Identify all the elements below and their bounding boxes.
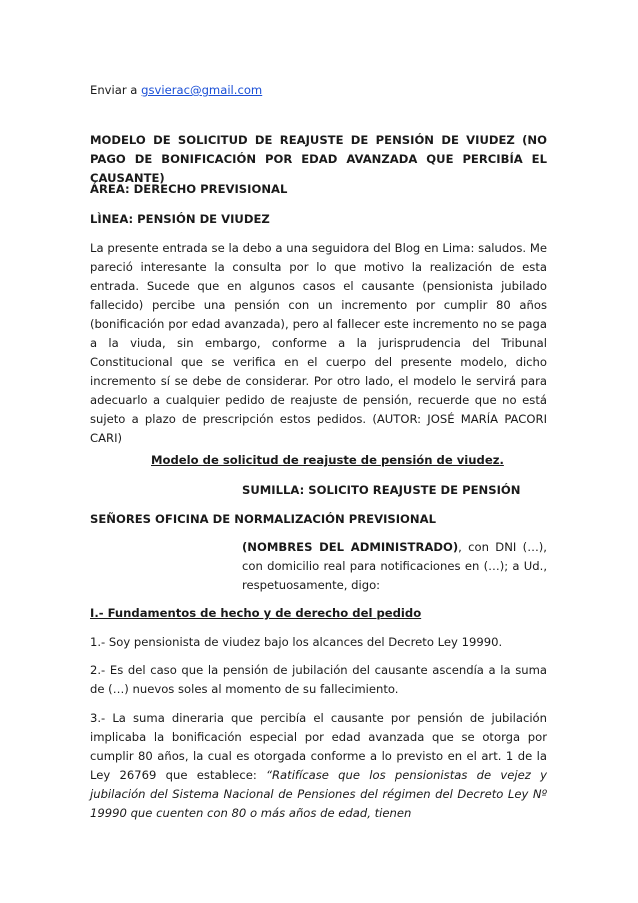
administrado-name: (NOMBRES DEL ADMINISTRADO) — [242, 540, 459, 554]
administrado-rest: , con DNI (…), con domicilio real para notificaciones en (…); a Ud., respetuosamente, digo: — [242, 540, 547, 592]
item3-quote: “Ratifícase que los pensionistas de vejez y jubilación del Sistema Nacional de Pensiones del régimen del Decreto Ley Nº 19990 que cuenten con 80 o más años de edad, tienen — [90, 768, 547, 820]
list-item-3 — [90, 709, 547, 823]
sumilla-line: SUMILLA: SOLICITO REAJUSTE DE PENSIÓN — [242, 483, 521, 497]
list-item-1: 1.- Soy pensionista de viudez bajo los alcances del Decreto Ley 19990. — [90, 635, 503, 649]
email-prefix: Enviar a — [90, 83, 142, 97]
document-title: MODELO DE SOLICITUD DE REAJUSTE DE PENSIÓN DE VIUDEZ (NO PAGO DE BONIFICACIÓN POR EDAD AVANZADA QUE PERCIBÍA EL CAUSANTE) — [90, 133, 547, 185]
model-heading: Modelo de solicitud de reajuste de pensión de viudez. — [151, 453, 504, 467]
section-heading: I.- Fundamentos de hecho y de derecho del pedido — [90, 606, 422, 620]
list-item-2: 2.- Es del caso que la pensión de jubilación del causante ascendía a la suma de (…) nuevos soles al momento de su fallecimiento. — [90, 663, 547, 696]
intro-paragraph: La presente entrada se la debo a una seguidora del Blog en Lima: saludos. Me pareció interesante la consulta por lo que motivo la realización de esta entrada. Sucede que en algunos casos el causante (pensionista jubilado fallecido) percibe una pensión con un incremento por cumplir 80 años (bonificación por edad avanzada), pero al fallecer este incremento no se paga a la viuda, sin embargo, conforme a la jurisprudencia del Tribunal Constitucional que se verifica en el cuerpo del presente modelo, dicho incremento sí se debe de considerar. Por otro lado, el modelo le servirá para adecuarlo a cualquier pedido de reajuste de pensión, recuerde que no está sujeto a plazo de prescripción estos pedidos. (AUTOR: JOSÉ MARÍA PACORI CARI) — [90, 241, 547, 445]
email-line — [90, 81, 547, 100]
linea-line: LÌNEA: PENSIÓN DE VIUDEZ — [90, 212, 270, 226]
area-line: ÁREA: DERECHO PREVISIONAL — [90, 182, 288, 196]
email-link[interactable]: gsvierac@gmail.com — [141, 83, 263, 97]
addressee-line: SEÑORES OFICINA DE NORMALIZACIÓN PREVISIONAL — [90, 512, 436, 526]
administrado-paragraph — [242, 538, 547, 595]
item3-text: 3.- La suma dineraria que percibía el causante por pensión de jubilación implicaba la bonificación especial por edad avanzada que se otorga por cumplir 80 años, la cual es otorgada conforme a lo previsto en el art. 1 de la Ley 26769 que establece: — [90, 711, 547, 782]
